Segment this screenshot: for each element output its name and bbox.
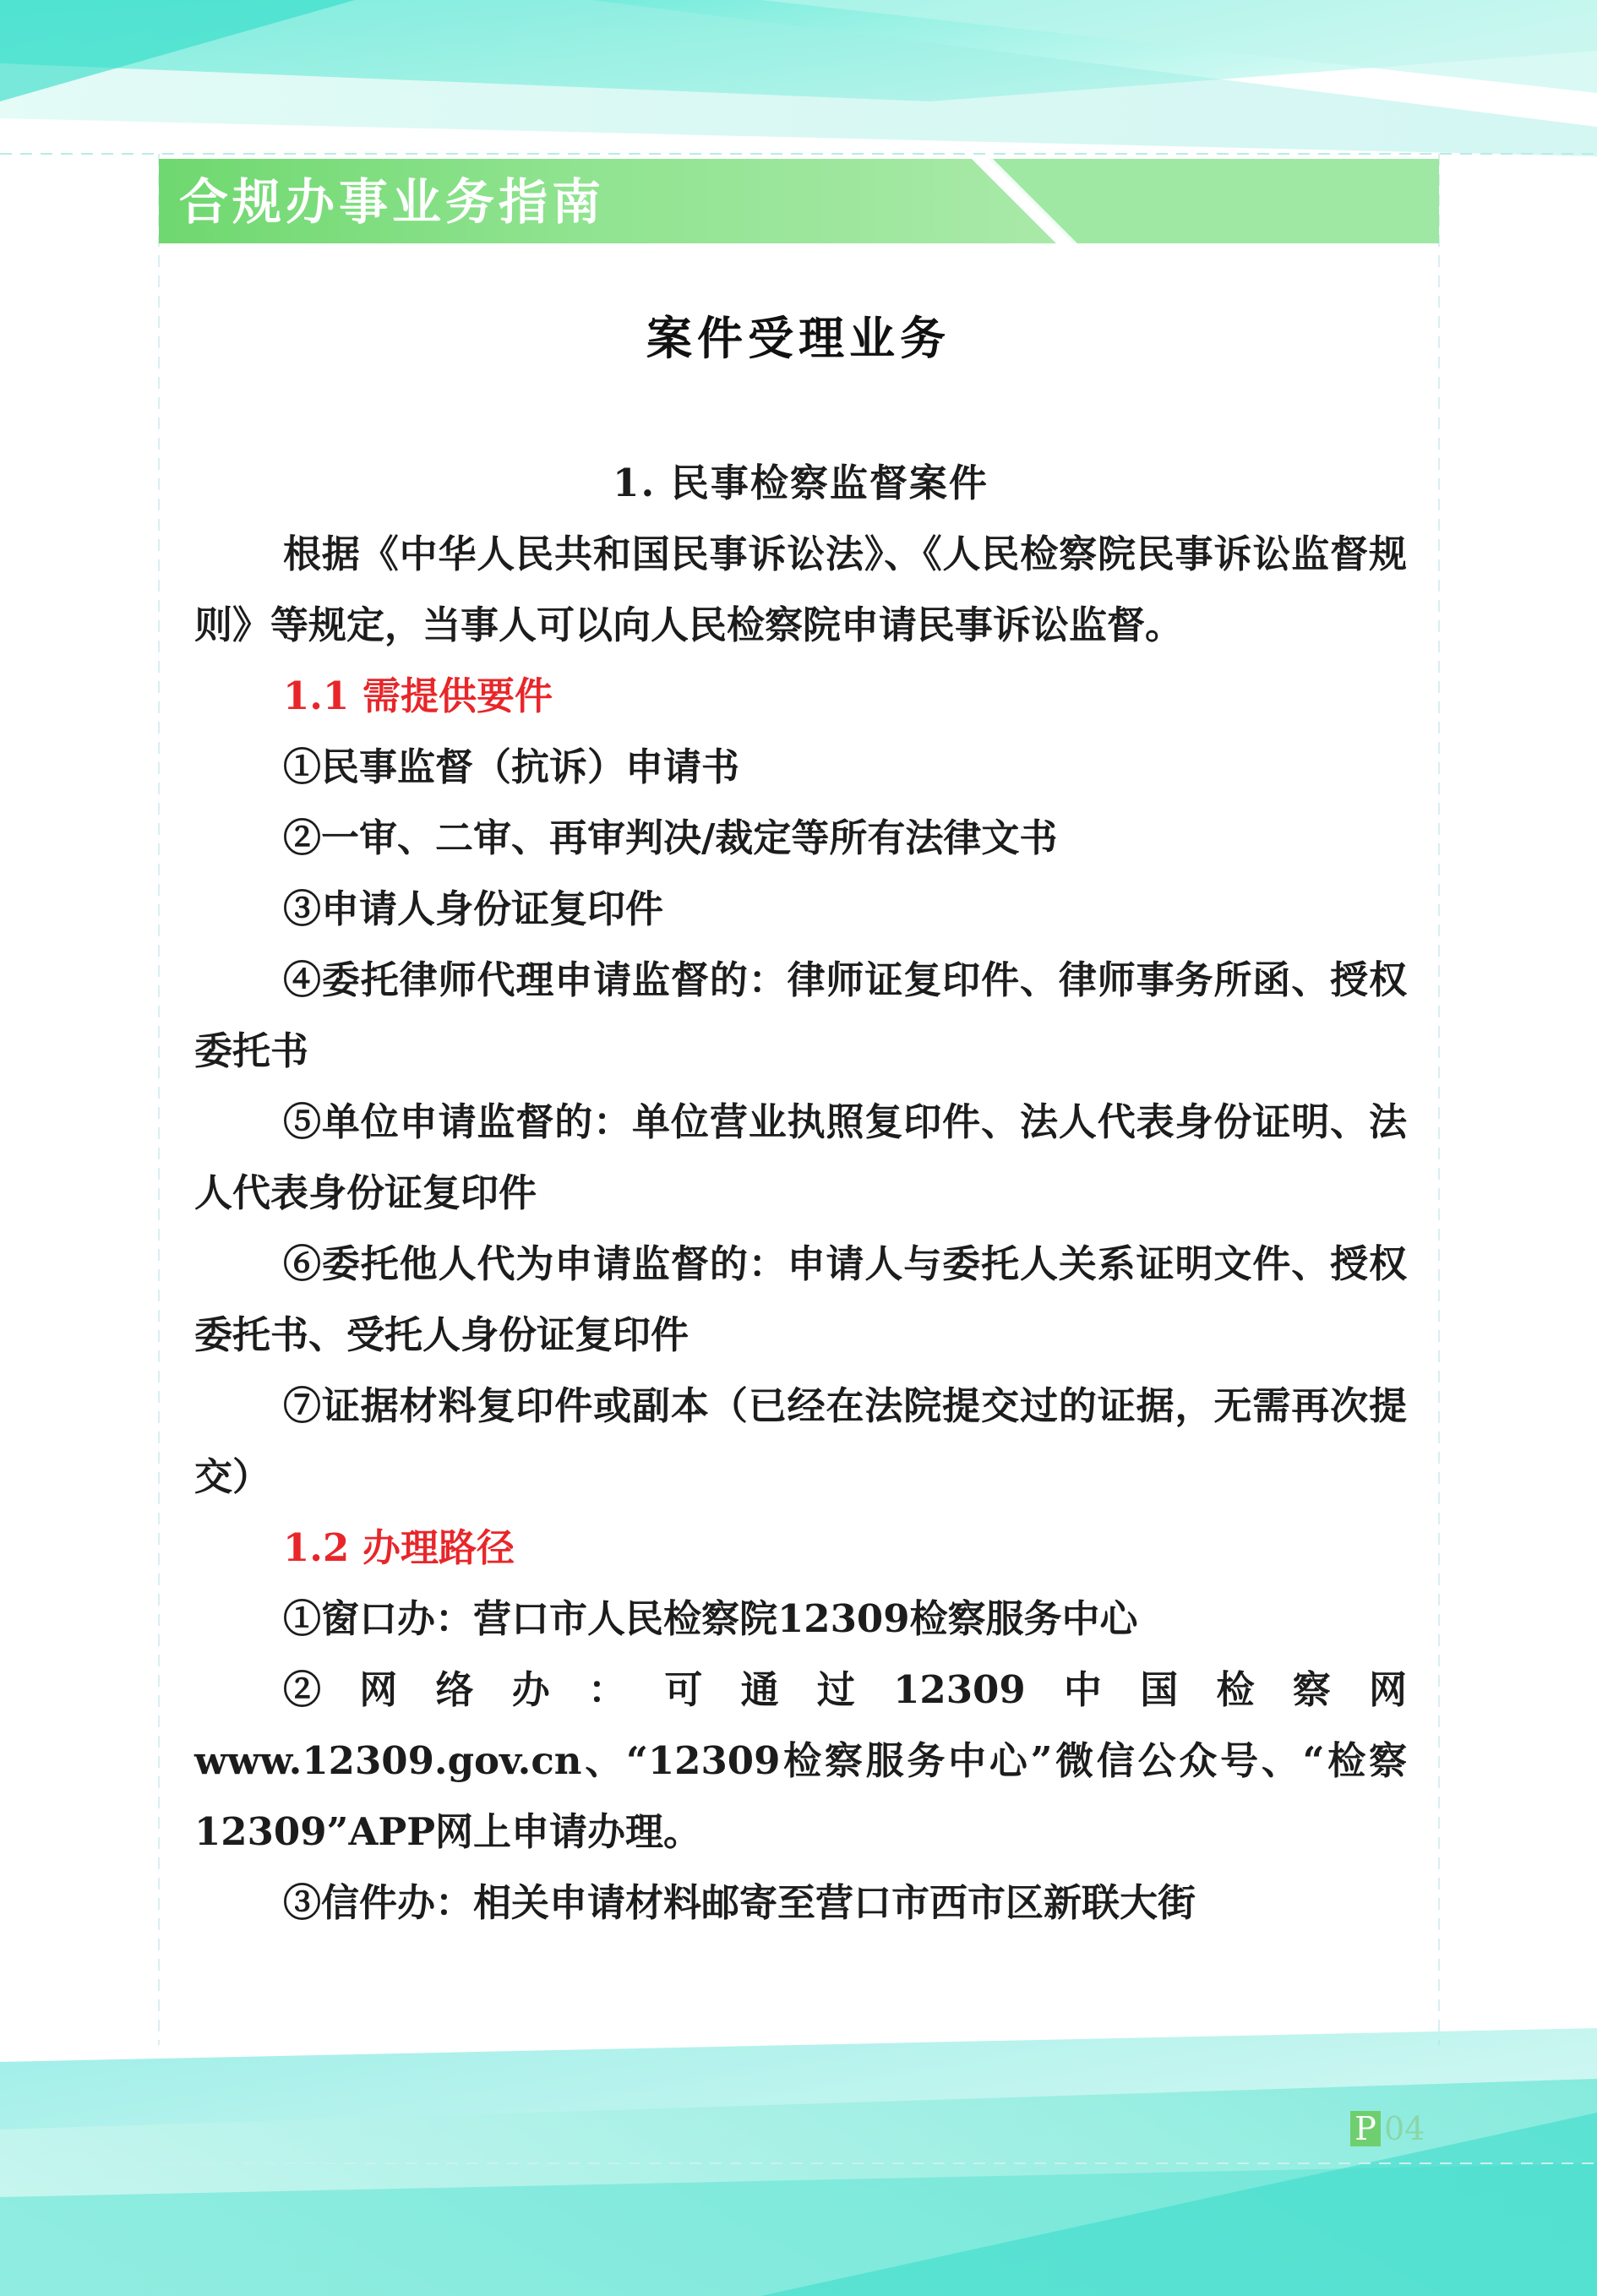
requirement-item: ⑥委托他人代为申请监督的：申请人与委托人关系证明文件、授权委托书、受托人身份证复印件 bbox=[194, 1241, 1407, 1357]
document-title: 案件受理业务 bbox=[646, 312, 951, 365]
document-body bbox=[194, 448, 1407, 1939]
requirement-item: ①民事监督（抗诉）申请书 bbox=[283, 744, 740, 789]
header-title: 合规办事业务指南 bbox=[179, 173, 606, 231]
requirement-item: ⑤单位申请监督的：单位营业执照复印件、法人代表身份证明、法人代表身份证复印件 bbox=[194, 1099, 1407, 1215]
requirement-item: ③申请人身份证复印件 bbox=[283, 886, 664, 931]
route-item: ②网络办：可通过12309中国检察网www.12309.gov.cn、“12309检察服务中心”微信公众号、“检察12309”APP网上申请办理。 bbox=[194, 1667, 1407, 1854]
route-item: ③信件办：相关申请材料邮寄至营口市西市区新联大街 bbox=[283, 1880, 1196, 1925]
routes-heading: 1.2 办理路径 bbox=[283, 1525, 515, 1570]
page-number-value: 04 bbox=[1384, 2110, 1425, 2147]
page-number bbox=[1350, 2111, 1425, 2146]
requirement-item: ⑦证据材料复印件或副本（已经在法院提交过的证据，无需再次提交） bbox=[194, 1383, 1407, 1499]
requirements-heading: 1.1 需提供要件 bbox=[283, 674, 553, 718]
intro-paragraph: 根据《中华人民共和国民事诉讼法》、《人民检察院民事诉讼监督规则》等规定，当事人可以向人民检察院申请民事诉讼监督。 bbox=[194, 532, 1407, 647]
requirement-item: ②一审、二审、再审判决/裁定等所有法律文书 bbox=[283, 815, 1058, 860]
route-item: ①窗口办：营口市人民检察院12309检察服务中心 bbox=[283, 1596, 1138, 1641]
section-heading: 1. 民事检察监督案件 bbox=[613, 461, 989, 505]
requirement-item: ④委托律师代理申请监督的：律师证复印件、律师事务所函、授权委托书 bbox=[194, 957, 1407, 1073]
page-prefix-badge: P bbox=[1350, 2111, 1381, 2146]
